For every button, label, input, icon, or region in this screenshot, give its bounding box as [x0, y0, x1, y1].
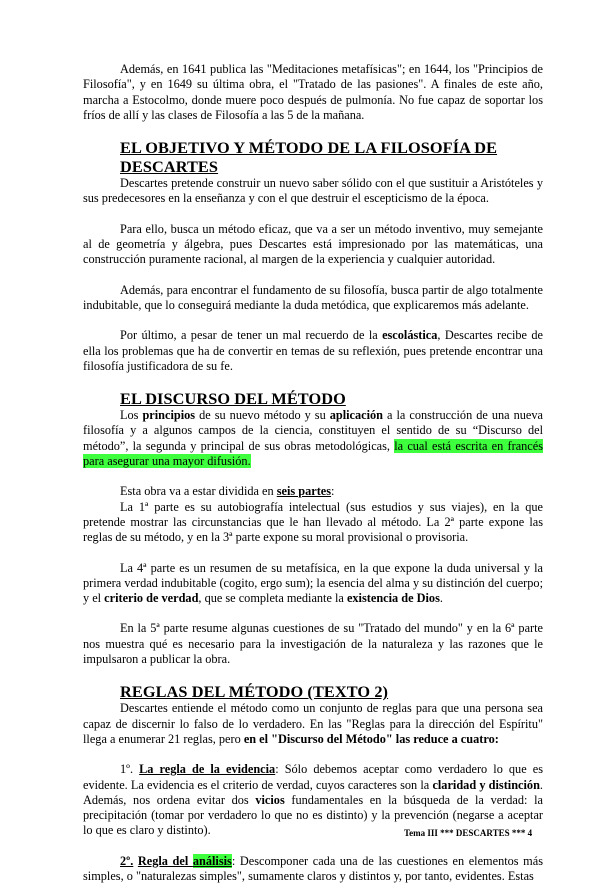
document-page [83, 62, 543, 884]
paragraph-parte-4: La 4ª parte es un resumen de su metafísica, en la que expone la duda universal y la primera verdad indubitable (cogito, ergo sum); la esencia del alma y su distinción del cuerpo; y el criterio de verdad, que se completa mediante la existencia de Dios. [83, 560, 543, 606]
highlighted-text: la cual está escrita en francés para asegurar una mayor difusión. [83, 438, 544, 469]
paragraph-partes-5-6: En la 5ª parte resume algunas cuestiones de su "Tratado del mundo" y en la 6ª parte nos muestra qué es necesario para la investigación de la naturaleza y las razones que le impulsaron a publicar la obra. [83, 621, 543, 667]
paragraph-reglas-intro: Descartes entiende el método como un conjunto de reglas para que una persona sea capaz de discernir lo falso de lo verdadero. En las "Reglas para la dirección del Espíritu" llega a enumerar 21 reglas, pero en el "Discurso del Método" las reduce a cuatro: [83, 701, 543, 746]
paragraph-publications: Además, en 1641 publica las "Meditaciones metafísicas"; en 1644, los "Principios de Filosofía", y en 1649 su última obra, el "Tratado de las pasiones". A finales de este año, marcha a Estocolmo, donde muere poco después de pulmonía. No fue capaz de soportar los fríos de allí y las clases de Filosofía a las 5 de la mañana. [83, 62, 543, 122]
paragraph-regla-analisis: 2º. Regla del análisis: Descomponer cada una de las cuestiones en elementos más simples, o "naturalezas simples", sumamente claros y distintos y, por tanto, evidentes. Estas [83, 853, 543, 883]
paragraph-fundamento: Además, para encontrar el fundamento de su filosofía, busca partir de algo totalmente indubitable, que lo conseguirá mediante la duda metódica, que explicaremos más adelante. [83, 282, 543, 312]
heading-discurso: EL DISCURSO DEL MÉTODO [120, 389, 346, 409]
heading-reglas: REGLAS DEL MÉTODO (TEXTO 2) [120, 682, 389, 702]
page-footer: Tema III *** DESCARTES *** 4 [404, 828, 533, 838]
paragraph-seis-partes: Esta obra va a estar dividida en seis partes: [120, 484, 335, 499]
paragraph-regla-evidencia: 1º. La regla de la evidencia: Sólo debemos aceptar como verdadero lo que es evidente. La evidencia es el criterio de verdad, cuyos caracteres son la claridad y distinción. Además, nos ordena evitar dos vicios fundamentales en la búsqueda de la verdad: la precipitación (tomar por verdadero lo que no es distinto) y la prevención (negarse a aceptar lo que es claro y distinto). [83, 762, 543, 838]
bold-term: escolástica [382, 328, 438, 343]
heading-objetivo: EL OBJETIVO Y MÉTODO DE LA FILOSOFÍA DE DESCARTES [120, 138, 498, 177]
paragraph-metodo-eficaz: Para ello, busca un método eficaz, que va a ser un método inventivo, muy semejante al de geometría y álgebra, pues Descartes está impresionado por las matemáticas, una construcción puramente racional, al margen de la experiencia y cualquier autoridad. [83, 221, 543, 267]
paragraph-partes-1-3: La 1ª parte es su autobiografía intelectual (sus estudios y sus viajes), en la que pretende mostrar las circunstancias que le han llevado al método. La 2ª parte expone las reglas de su método, y en la 3ª parte expone su moral provisional o provisoria. [83, 499, 543, 545]
paragraph-escolastica: Por último, a pesar de tener un mal recuerdo de la escolástica, Descartes recibe de ella los problemas que ha de convertir en temas de su reflexión, pues pretende encontrar una filosofía justificadora de su fe. [83, 328, 543, 373]
paragraph-objetivo: Descartes pretende construir un nuevo saber sólido con el que sustituir a Aristóteles y sus predecesores en la enseñanza y con el que destruir el escepticismo de la época. [83, 176, 543, 206]
paragraph-discurso: Los principios de su nuevo método y su aplicación a la construcción de una nueva filosofía y a algunos campos de la ciencia, constituyen el sentido de su “Discurso del método”, la segunda y principal de sus obras metodológicas, la cual está escrita en francés para asegurar una mayor difusión. [83, 408, 544, 469]
highlighted-text: análisis [192, 853, 232, 868]
